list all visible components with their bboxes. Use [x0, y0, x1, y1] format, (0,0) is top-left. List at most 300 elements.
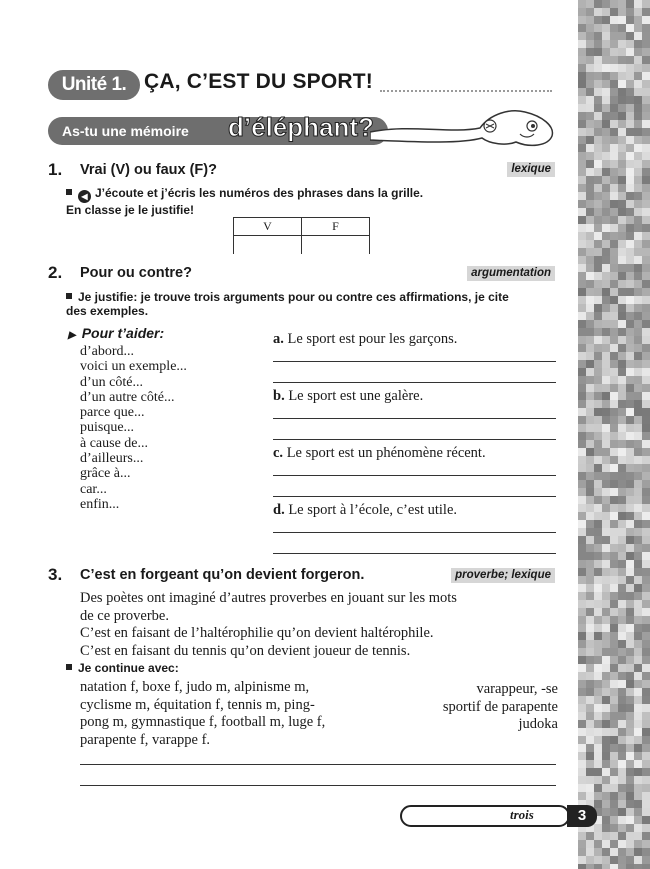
- mosaic-tile: [634, 352, 642, 360]
- mosaic-tile: [578, 408, 586, 416]
- mosaic-tile: [602, 632, 610, 640]
- mosaic-tile: [602, 776, 610, 784]
- mosaic-tile: [634, 784, 642, 792]
- mosaic-tile: [594, 296, 602, 304]
- mosaic-tile: [626, 808, 634, 816]
- mosaic-tile: [586, 344, 594, 352]
- mosaic-tile: [586, 776, 594, 784]
- mosaic-tile: [626, 64, 634, 72]
- mosaic-tile: [594, 216, 602, 224]
- mosaic-tile: [642, 600, 650, 608]
- mosaic-tile: [610, 520, 618, 528]
- mosaic-tile: [610, 744, 618, 752]
- mosaic-tile: [594, 248, 602, 256]
- mosaic-tile: [618, 32, 626, 40]
- mosaic-tile: [586, 592, 594, 600]
- mosaic-tile: [602, 760, 610, 768]
- mosaic-tile: [602, 640, 610, 648]
- mosaic-tile: [586, 360, 594, 368]
- mosaic-tile: [602, 752, 610, 760]
- mosaic-tile: [578, 768, 586, 776]
- mosaic-tile: [594, 424, 602, 432]
- mosaic-tile: [594, 440, 602, 448]
- mosaic-tile: [610, 96, 618, 104]
- mosaic-tile: [634, 56, 642, 64]
- mosaic-tile: [642, 848, 650, 856]
- mosaic-tile: [602, 184, 610, 192]
- mosaic-tile: [610, 720, 618, 728]
- mosaic-tile: [602, 168, 610, 176]
- mosaic-tile: [626, 664, 634, 672]
- mosaic-tile: [578, 656, 586, 664]
- mosaic-tile: [642, 592, 650, 600]
- mosaic-tile: [626, 32, 634, 40]
- mosaic-tile: [634, 736, 642, 744]
- mosaic-tile: [634, 408, 642, 416]
- mosaic-tile: [618, 704, 626, 712]
- mosaic-tile: [586, 128, 594, 136]
- mosaic-tile: [586, 856, 594, 864]
- mosaic-tile: [626, 280, 634, 288]
- mosaic-tile: [626, 520, 634, 528]
- mosaic-tile: [578, 424, 586, 432]
- mosaic-tile: [626, 128, 634, 136]
- mosaic-tile: [594, 768, 602, 776]
- answer-line[interactable]: [273, 418, 556, 419]
- section1-instruction-line1: J’écoute et j’écris les numéros des phrases dans la grille.: [95, 186, 424, 200]
- aide-item: car...: [80, 481, 107, 497]
- aide-item: à cause de...: [80, 435, 149, 451]
- mosaic-tile: [602, 616, 610, 624]
- mosaic-tile: [626, 512, 634, 520]
- mosaic-tile: [602, 352, 610, 360]
- statement-b: [273, 388, 423, 405]
- body-line: C’est en faisant du tennis qu’on devient joueur de tennis.: [80, 642, 411, 659]
- mosaic-tile: [578, 48, 586, 56]
- answer-line[interactable]: [273, 475, 556, 476]
- mosaic-tile: [586, 328, 594, 336]
- mosaic-tile: [626, 592, 634, 600]
- mosaic-tile: [634, 664, 642, 672]
- mosaic-tile: [578, 496, 586, 504]
- mosaic-tile: [610, 456, 618, 464]
- mosaic-tile: [610, 120, 618, 128]
- mosaic-tile: [594, 272, 602, 280]
- mosaic-tile: [610, 80, 618, 88]
- mosaic-tile: [626, 824, 634, 832]
- mosaic-tile: [610, 328, 618, 336]
- mosaic-tile: [586, 96, 594, 104]
- mosaic-tile: [602, 32, 610, 40]
- mosaic-tile: [618, 592, 626, 600]
- aide-item: parce que...: [80, 405, 145, 421]
- mosaic-tile: [642, 264, 650, 272]
- mosaic-tile: [602, 560, 610, 568]
- mosaic-tile: [634, 40, 642, 48]
- sports-line: natation f, boxe f, judo m, alpinisme m,: [80, 679, 310, 695]
- mosaic-tile: [586, 696, 594, 704]
- mosaic-tile: [602, 584, 610, 592]
- mosaic-tile: [634, 824, 642, 832]
- mosaic-tile: [578, 784, 586, 792]
- mosaic-tile: [594, 200, 602, 208]
- mosaic-tile: [642, 520, 650, 528]
- mosaic-tile: [618, 376, 626, 384]
- mosaic-tile: [642, 512, 650, 520]
- mosaic-tile: [586, 384, 594, 392]
- mosaic-tile: [642, 416, 650, 424]
- mosaic-tile: [642, 200, 650, 208]
- mosaic-tile: [642, 560, 650, 568]
- derived-word: varappeur, -se: [476, 681, 558, 697]
- sports-list: [80, 679, 390, 749]
- mosaic-tile: [586, 688, 594, 696]
- mosaic-tile: [578, 448, 586, 456]
- section2-instruction-line2: des exemples.: [66, 304, 149, 318]
- mosaic-tile: [586, 176, 594, 184]
- mosaic-tile: [594, 328, 602, 336]
- mosaic-tile: [618, 128, 626, 136]
- sports-line: pong m, gymnastique f, football m, luge f,: [80, 714, 326, 730]
- decorative-mosaic-border: [578, 0, 650, 869]
- mosaic-tile: [586, 432, 594, 440]
- mosaic-tile: [626, 120, 634, 128]
- mosaic-tile: [634, 848, 642, 856]
- mosaic-tile: [618, 816, 626, 824]
- mosaic-tile: [618, 320, 626, 328]
- mosaic-tile: [634, 480, 642, 488]
- mosaic-tile: [594, 320, 602, 328]
- mosaic-tile: [578, 416, 586, 424]
- answer-line[interactable]: [273, 382, 556, 383]
- mosaic-tile: [610, 152, 618, 160]
- mosaic-tile: [642, 248, 650, 256]
- statement-c: [273, 445, 486, 462]
- mosaic-tile: [586, 320, 594, 328]
- mosaic-tile: [642, 192, 650, 200]
- mosaic-tile: [602, 88, 610, 96]
- mosaic-tile: [642, 488, 650, 496]
- mosaic-tile: [586, 40, 594, 48]
- mosaic-tile: [618, 216, 626, 224]
- mosaic-tile: [594, 400, 602, 408]
- mosaic-tile: [634, 864, 642, 869]
- mosaic-tile: [610, 392, 618, 400]
- mosaic-tile: [610, 480, 618, 488]
- mosaic-tile: [626, 216, 634, 224]
- mosaic-tile: [594, 80, 602, 88]
- mosaic-tile: [626, 72, 634, 80]
- mosaic-tile: [594, 584, 602, 592]
- mosaic-tile: [610, 680, 618, 688]
- mosaic-tile: [610, 32, 618, 40]
- mosaic-tile: [594, 144, 602, 152]
- mosaic-tile: [634, 560, 642, 568]
- mosaic-tile: [642, 368, 650, 376]
- mosaic-tile: [626, 368, 634, 376]
- mosaic-tile: [602, 72, 610, 80]
- mosaic-tile: [586, 240, 594, 248]
- mosaic-tile: [626, 488, 634, 496]
- mosaic-tile: [578, 248, 586, 256]
- mosaic-tile: [602, 120, 610, 128]
- mosaic-tile: [626, 480, 634, 488]
- mosaic-tile: [626, 568, 634, 576]
- mosaic-tile: [602, 8, 610, 16]
- mosaic-tile: [594, 544, 602, 552]
- mosaic-tile: [578, 56, 586, 64]
- mosaic-tile: [618, 176, 626, 184]
- page-number: 3: [567, 805, 597, 827]
- mosaic-tile: [610, 216, 618, 224]
- answer-line[interactable]: [273, 439, 556, 440]
- mosaic-tile: [602, 280, 610, 288]
- mosaic-tile: [626, 680, 634, 688]
- mosaic-tile: [602, 808, 610, 816]
- mosaic-tile: [594, 160, 602, 168]
- mosaic-tile: [578, 216, 586, 224]
- mosaic-tile: [586, 440, 594, 448]
- mosaic-tile: [626, 344, 634, 352]
- mosaic-tile: [578, 112, 586, 120]
- mosaic-tile: [618, 576, 626, 584]
- mosaic-tile: [634, 704, 642, 712]
- mosaic-tile: [626, 496, 634, 504]
- mosaic-tile: [594, 464, 602, 472]
- mosaic-tile: [634, 232, 642, 240]
- mosaic-tile: [586, 560, 594, 568]
- aide-heading: [68, 325, 164, 341]
- mosaic-tile: [642, 864, 650, 869]
- mosaic-tile: [610, 88, 618, 96]
- mosaic-tile: [618, 0, 626, 8]
- mosaic-tile: [594, 728, 602, 736]
- mosaic-tile: [634, 136, 642, 144]
- mosaic-tile: [602, 528, 610, 536]
- mosaic-tile: [578, 752, 586, 760]
- mosaic-tile: [594, 224, 602, 232]
- mosaic-tile: [586, 256, 594, 264]
- mosaic-tile: [634, 72, 642, 80]
- mosaic-tile: [642, 432, 650, 440]
- mosaic-tile: [602, 832, 610, 840]
- mosaic-tile: [626, 608, 634, 616]
- mosaic-tile: [594, 792, 602, 800]
- mosaic-tile: [618, 792, 626, 800]
- mosaic-tile: [578, 560, 586, 568]
- mosaic-tile: [626, 168, 634, 176]
- mosaic-tile: [594, 48, 602, 56]
- mosaic-tile: [602, 160, 610, 168]
- mosaic-tile: [626, 288, 634, 296]
- mosaic-tile: [618, 504, 626, 512]
- mosaic-tile: [602, 128, 610, 136]
- mosaic-tile: [618, 784, 626, 792]
- mosaic-tile: [626, 24, 634, 32]
- mosaic-tile: [594, 656, 602, 664]
- section3-number: 3.: [48, 565, 63, 584]
- mosaic-tile: [610, 240, 618, 248]
- mosaic-tile: [634, 168, 642, 176]
- mosaic-tile: [634, 776, 642, 784]
- mosaic-tile: [634, 328, 642, 336]
- mosaic-tile: [626, 832, 634, 840]
- mosaic-tile: [602, 440, 610, 448]
- mosaic-tile: [578, 512, 586, 520]
- mosaic-tile: [578, 840, 586, 848]
- mosaic-tile: [642, 216, 650, 224]
- mosaic-tile: [602, 552, 610, 560]
- mosaic-tile: [626, 848, 634, 856]
- mosaic-tile: [578, 232, 586, 240]
- section1-title: Vrai (V) ou faux (F)?: [80, 162, 217, 178]
- mosaic-tile: [578, 88, 586, 96]
- mosaic-tile: [618, 328, 626, 336]
- mosaic-tile: [610, 312, 618, 320]
- mosaic-tile: [610, 24, 618, 32]
- mosaic-tile: [626, 48, 634, 56]
- mosaic-tile: [634, 632, 642, 640]
- mosaic-tile: [626, 640, 634, 648]
- mosaic-tile: [602, 80, 610, 88]
- mosaic-tile: [642, 776, 650, 784]
- mosaic-tile: [602, 432, 610, 440]
- mosaic-tile: [602, 112, 610, 120]
- mosaic-tile: [594, 120, 602, 128]
- mosaic-tile: [642, 496, 650, 504]
- mosaic-tile: [586, 336, 594, 344]
- mosaic-tile: [586, 352, 594, 360]
- answer-line[interactable]: [273, 361, 556, 362]
- elephant-trunk-illustration: [370, 104, 560, 150]
- mosaic-tile: [610, 504, 618, 512]
- mosaic-tile: [626, 224, 634, 232]
- mosaic-tile: [618, 480, 626, 488]
- mosaic-tile: [586, 248, 594, 256]
- mosaic-tile: [594, 32, 602, 40]
- grid-cell-v[interactable]: [234, 236, 302, 254]
- mosaic-tile: [602, 568, 610, 576]
- mosaic-tile: [578, 472, 586, 480]
- answer-line[interactable]: [273, 532, 556, 533]
- mosaic-tile: [610, 440, 618, 448]
- mosaic-tile: [634, 648, 642, 656]
- mosaic-tile: [602, 600, 610, 608]
- mosaic-tile: [610, 416, 618, 424]
- mosaic-tile: [586, 184, 594, 192]
- mosaic-tile: [610, 376, 618, 384]
- mosaic-tile: [594, 416, 602, 424]
- mosaic-tile: [586, 488, 594, 496]
- statement-text: Le sport est pour les garçons.: [287, 331, 458, 347]
- mosaic-tile: [618, 840, 626, 848]
- derived-word: sportif de parapente: [442, 698, 558, 715]
- mosaic-tile: [642, 816, 650, 824]
- mosaic-tile: [634, 760, 642, 768]
- mosaic-tile: [594, 720, 602, 728]
- mosaic-tile: [642, 400, 650, 408]
- mosaic-tile: [586, 728, 594, 736]
- mosaic-tile: [594, 152, 602, 160]
- mosaic-tile: [594, 192, 602, 200]
- mosaic-tile: [618, 672, 626, 680]
- answer-line[interactable]: [80, 785, 556, 786]
- mosaic-tile: [594, 560, 602, 568]
- mosaic-tile: [610, 528, 618, 536]
- section2-title: Pour ou contre?: [80, 265, 192, 281]
- mosaic-tile: [634, 224, 642, 232]
- answer-line[interactable]: [273, 496, 556, 497]
- mosaic-tile: [618, 848, 626, 856]
- mosaic-tile: [586, 48, 594, 56]
- mosaic-tile: [586, 376, 594, 384]
- mosaic-tile: [626, 208, 634, 216]
- mosaic-tile: [642, 808, 650, 816]
- sports-line: parapente f, varappe f.: [80, 731, 211, 748]
- mosaic-tile: [618, 120, 626, 128]
- mosaic-tile: [578, 336, 586, 344]
- mosaic-tile: [634, 680, 642, 688]
- mosaic-tile: [618, 352, 626, 360]
- mosaic-tile: [594, 800, 602, 808]
- mosaic-tile: [634, 768, 642, 776]
- mosaic-tile: [634, 280, 642, 288]
- mosaic-tile: [594, 736, 602, 744]
- mosaic-tile: [618, 712, 626, 720]
- mosaic-tile: [586, 208, 594, 216]
- mosaic-tile: [610, 136, 618, 144]
- mosaic-tile: [594, 352, 602, 360]
- mosaic-tile: [626, 776, 634, 784]
- mosaic-tile: [586, 192, 594, 200]
- answer-line[interactable]: [80, 764, 556, 765]
- mosaic-tile: [602, 488, 610, 496]
- mosaic-tile: [578, 600, 586, 608]
- mosaic-tile: [618, 168, 626, 176]
- banner-big-text: d’éléphant?: [228, 112, 374, 142]
- mosaic-tile: [578, 672, 586, 680]
- mosaic-tile: [634, 544, 642, 552]
- section1-tag: lexique: [507, 162, 555, 177]
- mosaic-tile: [594, 432, 602, 440]
- mosaic-tile: [618, 80, 626, 88]
- grid-cell-f[interactable]: [302, 236, 370, 254]
- mosaic-tile: [618, 256, 626, 264]
- mosaic-tile: [594, 392, 602, 400]
- mosaic-tile: [578, 640, 586, 648]
- mosaic-tile: [642, 88, 650, 96]
- footer-pill: [400, 805, 570, 827]
- mosaic-tile: [610, 232, 618, 240]
- mosaic-tile: [642, 752, 650, 760]
- mosaic-tile: [602, 624, 610, 632]
- mosaic-tile: [578, 648, 586, 656]
- mosaic-tile: [642, 640, 650, 648]
- mosaic-tile: [586, 16, 594, 24]
- answer-line[interactable]: [273, 553, 556, 554]
- mosaic-tile: [626, 0, 634, 8]
- mosaic-tile: [586, 640, 594, 648]
- aide-item: voici un exemple...: [80, 359, 187, 375]
- mosaic-tile: [626, 176, 634, 184]
- mosaic-tile: [642, 480, 650, 488]
- mosaic-tile: [610, 400, 618, 408]
- mosaic-tile: [586, 712, 594, 720]
- mosaic-tile: [602, 512, 610, 520]
- mosaic-tile: [634, 600, 642, 608]
- mosaic-tile: [610, 224, 618, 232]
- mosaic-tile: [618, 456, 626, 464]
